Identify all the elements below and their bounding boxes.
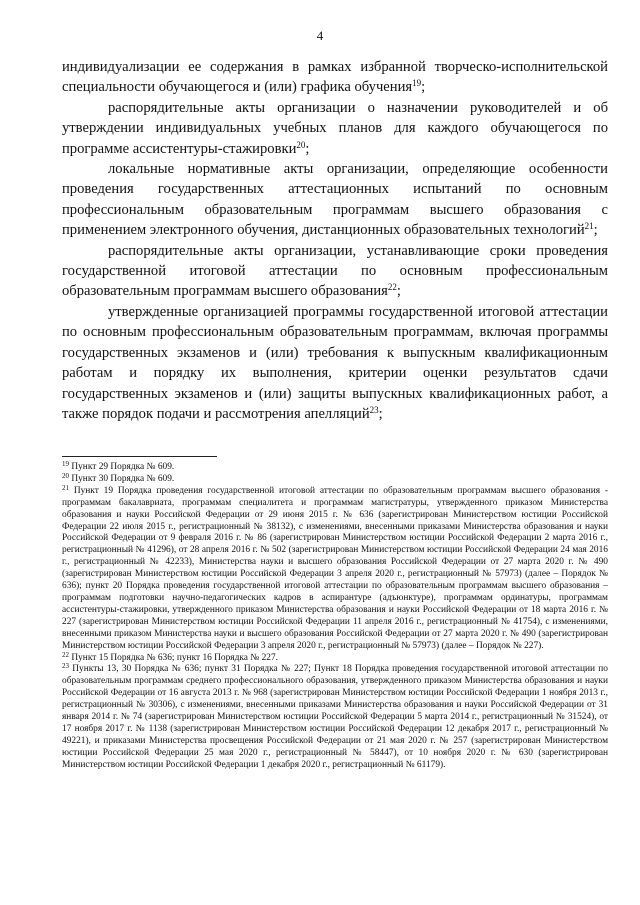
paragraph-2	[62, 98, 608, 159]
paragraph-1-tail: ;	[421, 79, 426, 96]
footnote-separator	[62, 456, 217, 457]
paragraph-1	[62, 57, 608, 98]
paragraph-4	[62, 241, 608, 302]
footnote-21	[62, 483, 608, 653]
main-text	[62, 57, 608, 424]
footnote-number: 20	[62, 471, 69, 480]
paragraph-3-text: локальные нормативные акты организации, определяющие особенности проведения государственных аттестационных испытаний по основным профессиональным образовательным программам высшего образования с применением электронного обучения, дистанционных образовательных технологий	[62, 161, 608, 239]
paragraph-5-text: утвержденные организацией программы государственной итоговой аттестации по основным профессиональным образовательным программам, включая программы государственных экзаменов и (или) требования к выпускным квалификационным работам и порядку их выполнения, критерии оценки результатов сдачи государственных экзаменов и (или) защиты выпускных квалификационных работ, а также порядок подачи и рассмотрения апелляций	[62, 303, 608, 422]
footnote-20	[62, 471, 608, 486]
footnote-ref-21: 21	[584, 221, 594, 232]
paragraph-3-tail: ;	[593, 222, 598, 239]
footnote-23	[62, 664, 608, 771]
page-number: 4	[316, 28, 324, 43]
paragraph-4-tail: ;	[396, 283, 401, 300]
footnote-ref-19: 19	[412, 78, 422, 89]
footnote-19	[62, 462, 608, 474]
footnote-ref-23: 23	[369, 404, 379, 415]
footnote-number: 21	[62, 483, 69, 492]
paragraph-5	[62, 302, 608, 424]
paragraph-2-text: распорядительные акты организации о назначении руководителей и об утверждении индивидуальных учебных планов для каждого обучающегося по программе ассистентуры-стажировки	[62, 99, 608, 157]
footnote-text: Пункт 15 Порядка № 636; пункт 16 Порядка № 227.	[69, 652, 279, 663]
footnote-text: Пункт 29 Порядка № 609.	[69, 462, 175, 472]
paragraph-5-tail: ;	[378, 405, 383, 422]
footnotes	[62, 462, 608, 772]
paragraph-2-tail: ;	[305, 140, 310, 157]
paragraph-1-text: индивидуализации ее содержания в рамках избранной творческо-исполнительской специальности обучающегося и (или) графика обучения	[62, 59, 608, 96]
footnote-text: Пункты 13, 30 Порядка № 636; пункт 31 Порядка № 227; Пункт 18 Порядка проведения государственной итоговой аттестации по образовательным программам среднего профессионального образования, утвержденного приказом Министерства образования и науки Российской Федерации от 16 августа 2013 г. № 968 (зарегистрирован Министерством юстиции Российской Федерации 1 ноября 2013 г., регистрационный № 30306), с изменениями, внесенными приказами Министерства образования и науки Российской Федерации от 31 января 2014 г. № 74 (зарегистрирован Министерством юстиции Российской Федерации 5 марта 2014 г., регистрационный № 31524), от 17 ноября 2017 г. № 1138 (зарегистрирован Министерством юстиции Российской Федерации 12 декабря 2017 г., регистрационный № 49221), и приказами Министерства просвещения Российской Федерации от 21 мая 2020 г. № 257 (зарегистрирован Министерством юстиции Российской Федерации 25 мая 2020 г., регистрационный № 58447), от 10 ноября 2020 г. № 630 (зарегистрирован Министерством юстиции Российской Федерации 1 декабря 2020 г., регистрационный № 61179).	[62, 664, 608, 770]
footnote-22	[62, 650, 608, 665]
footnote-number: 23	[62, 662, 69, 671]
footnote-number: 19	[62, 460, 69, 468]
footnote-ref-22: 22	[387, 282, 397, 293]
footnote-ref-20: 20	[296, 139, 306, 150]
footnote-number: 22	[62, 650, 69, 659]
footnote-text: Пункт 19 Порядка проведения государственной итоговой аттестации по образовательным программам высшего образования - программам бакалавриата, программам специалитета и программам магистратуры, утвержденного приказом Министерства образования и науки Российской Федерации от 29 июня 2015 г. № 636 (зарегистрирован Министерством юстиции Российской Федерации 22 июля 2015 г., регистрационный № 38132), с изменениями, внесенными приказами Министерства образования и науки Российской Федерации от 9 февраля 2016 г. № 86 (зарегистрирован Министерством юстиции Российской Федерации 2 марта 2016 г., регистрационный № 41296), от 28 апреля 2016 г. № 502 (зарегистрирован Министерством юстиции Российской Федерации 24 мая 2016 г., регистрационный № 42233), Министерства науки и высшего образования Российской Федерации от 27 марта 2020 г. № 490 (зарегистрирован Министерством юстиции Российской Федерации 3 апреля 2020 г., регистрационный № 57973) (далее – Порядок № 636); пункт 20 Порядка проведения государственной итоговой аттестации по образовательным программам высшего образования – программам подготовки научно-педагогических кадров в аспирантуре (адъюнктуре), программам ординатуры, программам ассистентуры-стажировки, утвержденного приказом Министерства образования и науки Российской Федерации от 18 марта 2016 г. № 227 (зарегистрирован Министерством юстиции Российской Федерации 11 апреля 2016 г., регистрационный № 41754), с изменениями, внесенными приказом Министерства науки и высшего образования Российской Федерации от 27 марта 2020 г. № 490 (зарегистрирован Министерством юстиции Российской Федерации 3 апреля 2020 г., регистрационный № 57973) (далее – Порядок № 227).	[62, 485, 608, 651]
paragraph-4-text: распорядительные акты организации, устанавливающие сроки проведения государственной итоговой аттестации по основным профессиональным образовательным программам высшего образования	[62, 242, 608, 300]
footnote-text: Пункт 30 Порядка № 609.	[69, 473, 175, 484]
paragraph-3	[62, 159, 608, 241]
